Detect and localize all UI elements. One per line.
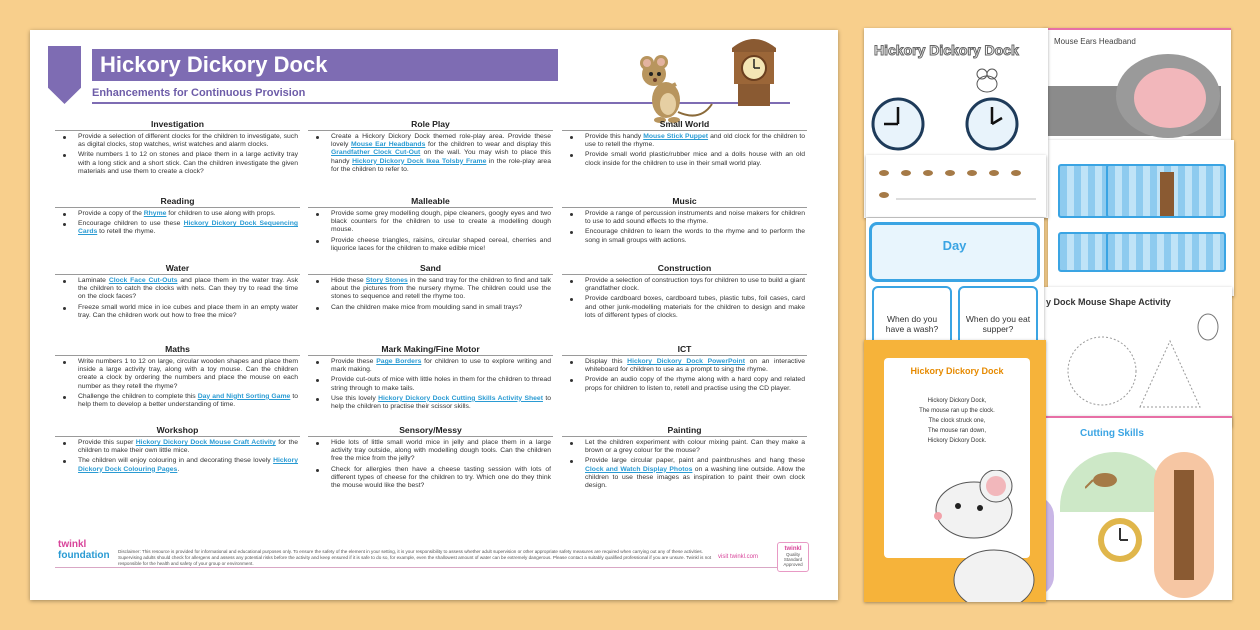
list-item bbox=[55, 220, 300, 236]
list-item bbox=[308, 304, 553, 312]
resource-link[interactable]: Mouse Ear Headbands bbox=[351, 141, 426, 149]
item-text: Provide large circular paper, paint and paintbrushes and hang these bbox=[585, 457, 805, 465]
list-item bbox=[562, 457, 807, 490]
bullet-list bbox=[55, 133, 300, 176]
section-heading: Malleable bbox=[308, 195, 553, 208]
item-text: Provide this handy bbox=[585, 133, 644, 140]
item-text: to retell the rhyme. bbox=[97, 228, 156, 236]
section-small-world bbox=[562, 118, 807, 168]
resource-link[interactable]: Rhyme bbox=[143, 210, 167, 217]
bullet-list bbox=[55, 358, 300, 409]
footer-divider bbox=[55, 567, 808, 568]
resource-link[interactable]: Story Stones bbox=[365, 277, 408, 284]
section-heading: Construction bbox=[562, 262, 807, 275]
resource-link[interactable]: Clock Face Cut-Outs bbox=[108, 277, 178, 284]
section-water bbox=[55, 262, 300, 320]
resource-link[interactable]: Clock and Watch Display Photos bbox=[585, 465, 693, 473]
section-heading: ICT bbox=[562, 343, 807, 356]
bullet-list bbox=[55, 439, 300, 474]
list-item bbox=[55, 457, 300, 473]
section-investigation bbox=[55, 118, 300, 176]
item-text: in the sand tray for the children to find and talk about the pictures from the nursery rhyme. The children could use the stones to sequence and retell the rhyme too. bbox=[331, 277, 551, 301]
section-heading: Sand bbox=[308, 262, 553, 275]
section-role-play bbox=[308, 118, 553, 174]
item-text: Provide a selection of construction toys for children to use to build a giant grandfather clock. bbox=[585, 277, 805, 293]
grandfather-clock-illustration bbox=[722, 34, 786, 106]
list-item bbox=[562, 295, 807, 320]
list-item bbox=[308, 395, 553, 411]
item-text: . bbox=[177, 465, 180, 473]
item-text: Provide small world plastic/rubber mice and a dolls house with an old clock inside for the children to use in their small world play. bbox=[585, 151, 805, 167]
item-text: Use this lovely bbox=[331, 394, 379, 402]
item-text: for the children to make their own little mice. bbox=[78, 439, 298, 455]
two-oclock-icon bbox=[964, 96, 1020, 152]
item-text: Provide cardboard boxes, cardboard tubes, plastic tubs, foil cases, card and other junk-modelling materials for the children to design and make lots of different types of clocks. bbox=[585, 295, 805, 319]
list-item bbox=[55, 210, 300, 218]
item-text: Provide a copy of the bbox=[78, 210, 144, 217]
section-ict bbox=[562, 343, 807, 393]
list-item bbox=[562, 376, 807, 392]
list-item bbox=[55, 439, 300, 455]
list-item bbox=[55, 304, 300, 320]
day-night-cards-preview: Day When do you have a wash? When do you eat supper? bbox=[866, 218, 1044, 350]
item-text: Challenge the children to complete this bbox=[78, 392, 198, 400]
section-construction bbox=[562, 262, 807, 320]
clock-face-icon bbox=[1096, 516, 1144, 564]
list-item bbox=[308, 133, 553, 174]
bullet-list bbox=[308, 439, 553, 490]
item-text: Provide some grey modelling dough, pipe cleaners, googly eyes and two black counters for the children to use to create a modelling dough mouse. bbox=[331, 210, 551, 234]
bullet-list bbox=[308, 133, 553, 174]
list-item bbox=[308, 210, 553, 235]
bullet-list bbox=[308, 210, 553, 253]
resource-link[interactable]: Hickory Dickory Dock Cutting Skills Activity Sheet bbox=[378, 394, 543, 402]
bullet-list bbox=[308, 358, 553, 411]
section-heading: Mark Making/Fine Motor bbox=[308, 343, 553, 356]
section-heading: Small World bbox=[562, 118, 807, 131]
resource-link[interactable]: Day and Night Sorting Game bbox=[197, 392, 291, 400]
item-text: Provide a selection of different clocks for the children to investigate, such as digital clocks, stop watches, wrist watches and alarm clocks. bbox=[78, 133, 298, 149]
list-item bbox=[308, 439, 553, 464]
item-text: Let the children experiment with colour mixing paint. Can they make a brown or a grey colour for the mouse? bbox=[585, 439, 805, 455]
mouse-row-icon bbox=[876, 165, 1036, 205]
section-malleable bbox=[308, 195, 553, 253]
section-heading: Role Play bbox=[308, 118, 553, 131]
item-text: for children to use along with props. bbox=[166, 210, 276, 217]
resource-link[interactable]: Hickory Dickory Dock Sequencing Cards bbox=[78, 220, 298, 236]
item-text: Provide these bbox=[331, 358, 377, 365]
section-painting bbox=[562, 424, 807, 490]
item-text: in the role-play area for the children to refer to. bbox=[331, 157, 551, 173]
item-text: and place them in the water tray. Ask the children to catch the clocks with nets. Can they try to read the time on the clock faces? bbox=[78, 277, 298, 301]
rhyme-text: Hickory Dickory Dock, The mouse ran up the clock. The clock struck one, The mouse ran down, Hickory Dickory Dock. bbox=[919, 398, 995, 444]
item-text: to help the children to practise their scissor skills. bbox=[331, 394, 551, 411]
page-subtitle: Enhancements for Continuous Provision bbox=[92, 87, 306, 99]
provision-grid bbox=[55, 118, 808, 520]
item-text: Provide cheese triangles, raisins, circular shaped cereal, cherries and liquorice laces for the children to make edible mice! bbox=[331, 236, 551, 252]
disclaimer-text: Disclaimer: This resource is provided for informational and educational purposes only. To ensure the safety of the element in your setting, it is your responsibility to assess whether adult supervision or other appropriate safety measures are required when carrying out any of these activities. Supervising adults should check for allergens and assess any potential risks before the activity and keep ensured if it is safe to do so, for example, even the shallowest amount of water can be extremely dangerous. Please contact a suitably qualified professional if you are unsure. Twinkl is not responsible for the health and safety of your group or environment. bbox=[118, 549, 712, 566]
item-text: The children will enjoy colouring in and decorating these lovely bbox=[78, 457, 274, 465]
bullet-list bbox=[308, 277, 553, 312]
page-title: Hickory Dickory Dock bbox=[92, 49, 558, 81]
item-text: on the wall. You may wish to place this handy bbox=[331, 149, 551, 165]
resource-link[interactable]: Page Borders bbox=[376, 358, 422, 365]
list-item bbox=[308, 376, 553, 392]
section-heading: Reading bbox=[55, 195, 300, 208]
nine-oclock-icon bbox=[870, 96, 926, 152]
item-text: Write numbers 1 to 12 on stones and place them in a large activity tray with a long stick and a short stick. Can the children investigate the given materials and use them to create a clock? bbox=[78, 151, 298, 175]
section-maths bbox=[55, 343, 300, 409]
quality-badge: twinkl Quality Standard Approved bbox=[777, 542, 809, 572]
section-mark-making-fine-motor bbox=[308, 343, 553, 411]
mouse-cartoon-icon bbox=[924, 470, 1046, 602]
list-item bbox=[308, 237, 553, 253]
item-text: Create a Hickory Dickory Dock themed role-play area. Provide these lovely bbox=[331, 133, 551, 149]
section-heading: Workshop bbox=[55, 424, 300, 437]
twinkl-foundation-logo: twinkl foundation bbox=[58, 539, 110, 561]
list-item bbox=[562, 277, 807, 293]
bullet-list bbox=[55, 277, 300, 320]
section-heading: Investigation bbox=[55, 118, 300, 131]
item-text: to help them to develop a better understanding of time. bbox=[78, 392, 299, 409]
section-workshop bbox=[55, 424, 300, 474]
resource-link[interactable]: Hickory Dickory Dock Colouring Pages bbox=[78, 457, 298, 473]
shape-activity-preview: y Dock Mouse Shape Activity bbox=[1038, 287, 1232, 427]
resource-link[interactable]: Grandfather Clock Cut-Out bbox=[331, 149, 421, 157]
item-text: Display this bbox=[585, 358, 628, 365]
list-item bbox=[562, 210, 807, 226]
item-text: Check for allergies then have a cheese tasting session with lots of different types of cheese for the children to try. Which one do they think the mouse would like the best? bbox=[331, 465, 551, 490]
resource-link[interactable]: Hickory Dickory Dock PowerPoint bbox=[627, 358, 745, 365]
rhyme-card-preview: Hickory Dickory Dock Hickory Dickory Dock, The mouse ran up the clock. The clock struck one, The mouse ran down, Hickory Dickory Dock. bbox=[864, 340, 1046, 602]
resource-link[interactable]: Hickory Dickory Dock Mouse Craft Activity bbox=[135, 439, 276, 446]
item-text: on a washing line outside. Allow the children to use these images as inspiration to paint their own clock design. bbox=[585, 465, 805, 490]
list-item bbox=[55, 151, 300, 176]
sequencing-cards-preview bbox=[1048, 140, 1234, 296]
list-item bbox=[55, 358, 300, 391]
bullet-list bbox=[562, 358, 807, 393]
list-item bbox=[562, 151, 807, 167]
list-item bbox=[562, 439, 807, 455]
resource-link[interactable]: Mouse Stick Puppet bbox=[643, 133, 709, 140]
item-text: for the children to wear and display this bbox=[425, 141, 552, 149]
list-item bbox=[55, 393, 300, 409]
item-text: Write numbers 1 to 12 on large, circular wooden shapes and place them inside a large activity tray, along with a toy mouse. Can the children create a clock by ordering the numbers and place the mouse on each number as they retell the rhyme? bbox=[78, 358, 298, 390]
list-item bbox=[55, 133, 300, 149]
list-item bbox=[55, 277, 300, 302]
item-text: Provide cut-outs of mice with little holes in them for the children to thread string through to make tails. bbox=[331, 376, 551, 392]
bookmark-ribbon bbox=[48, 46, 81, 104]
bullet-list bbox=[55, 210, 300, 237]
list-item bbox=[308, 277, 553, 302]
item-text: Encourage children to learn the words to the rhyme and to perform the song in small groups with actions. bbox=[585, 228, 805, 244]
item-text: Encourage children to use these bbox=[78, 220, 184, 228]
section-heading: Water bbox=[55, 262, 300, 275]
section-heading: Painting bbox=[562, 424, 807, 437]
section-sand bbox=[308, 262, 553, 312]
item-text: Provide a range of percussion instruments and noise makers for children to use to add sound effects to the rhyme. bbox=[585, 210, 805, 226]
item-text: and old clock for the children to use to retell the rhyme. bbox=[585, 133, 805, 149]
mouse-icon bbox=[1085, 468, 1125, 492]
list-item bbox=[562, 228, 807, 244]
item-text: Hide these bbox=[331, 277, 366, 284]
mouse-strip-preview bbox=[866, 155, 1046, 217]
headband-preview: Mouse Ears Headband bbox=[1043, 28, 1231, 141]
item-text: Freeze small world mice in ice cubes and place them in an empty water tray. Can the children work out how to free the mice? bbox=[78, 303, 298, 319]
visit-link[interactable]: visit twinkl.com bbox=[718, 554, 759, 560]
mouse-outline-icon bbox=[972, 66, 1002, 94]
resource-link[interactable]: Hickory Dickory Dock Ikea Tolsby Frame bbox=[352, 157, 487, 165]
item-text: Provide an audio copy of the rhyme along with a hard copy and related props for children to listen to, retell and practise using the CD player. bbox=[585, 376, 805, 392]
bullet-list bbox=[562, 277, 807, 320]
section-heading: Music bbox=[562, 195, 807, 208]
item-text: for children to use to explore writing and mark making. bbox=[331, 358, 552, 374]
section-sensory-messy bbox=[308, 424, 553, 490]
section-heading: Sensory/Messy bbox=[308, 424, 553, 437]
item-text: Can the children make mice from moulding sand in small trays? bbox=[331, 303, 523, 311]
bullet-list bbox=[562, 439, 807, 490]
cutting-skills-preview: Cutting Skills bbox=[1030, 416, 1232, 600]
list-item bbox=[308, 358, 553, 374]
item-text: Laminate bbox=[78, 277, 109, 284]
shape-outlines-icon bbox=[1044, 311, 1228, 423]
item-text: on an interactive whiteboard for children to use as a prompt to sing the rhyme. bbox=[585, 358, 805, 374]
list-item bbox=[562, 133, 807, 149]
section-reading bbox=[55, 195, 300, 237]
colouring-page-preview: Hickory Dickory Dock bbox=[864, 28, 1048, 218]
section-music bbox=[562, 195, 807, 245]
item-text: Hide lots of little small world mice in jelly and place them in a large activity tray outside, along with modelling dough tools. Can the children free the mice from the jelly? bbox=[331, 439, 551, 463]
bullet-list bbox=[562, 210, 807, 245]
mouse-ear-icon bbox=[1113, 52, 1223, 140]
item-text: Provide this super bbox=[78, 439, 136, 446]
list-item bbox=[562, 358, 807, 374]
bullet-list bbox=[562, 133, 807, 168]
list-item bbox=[308, 466, 553, 491]
enhancements-document bbox=[30, 30, 838, 600]
section-heading: Maths bbox=[55, 343, 300, 356]
